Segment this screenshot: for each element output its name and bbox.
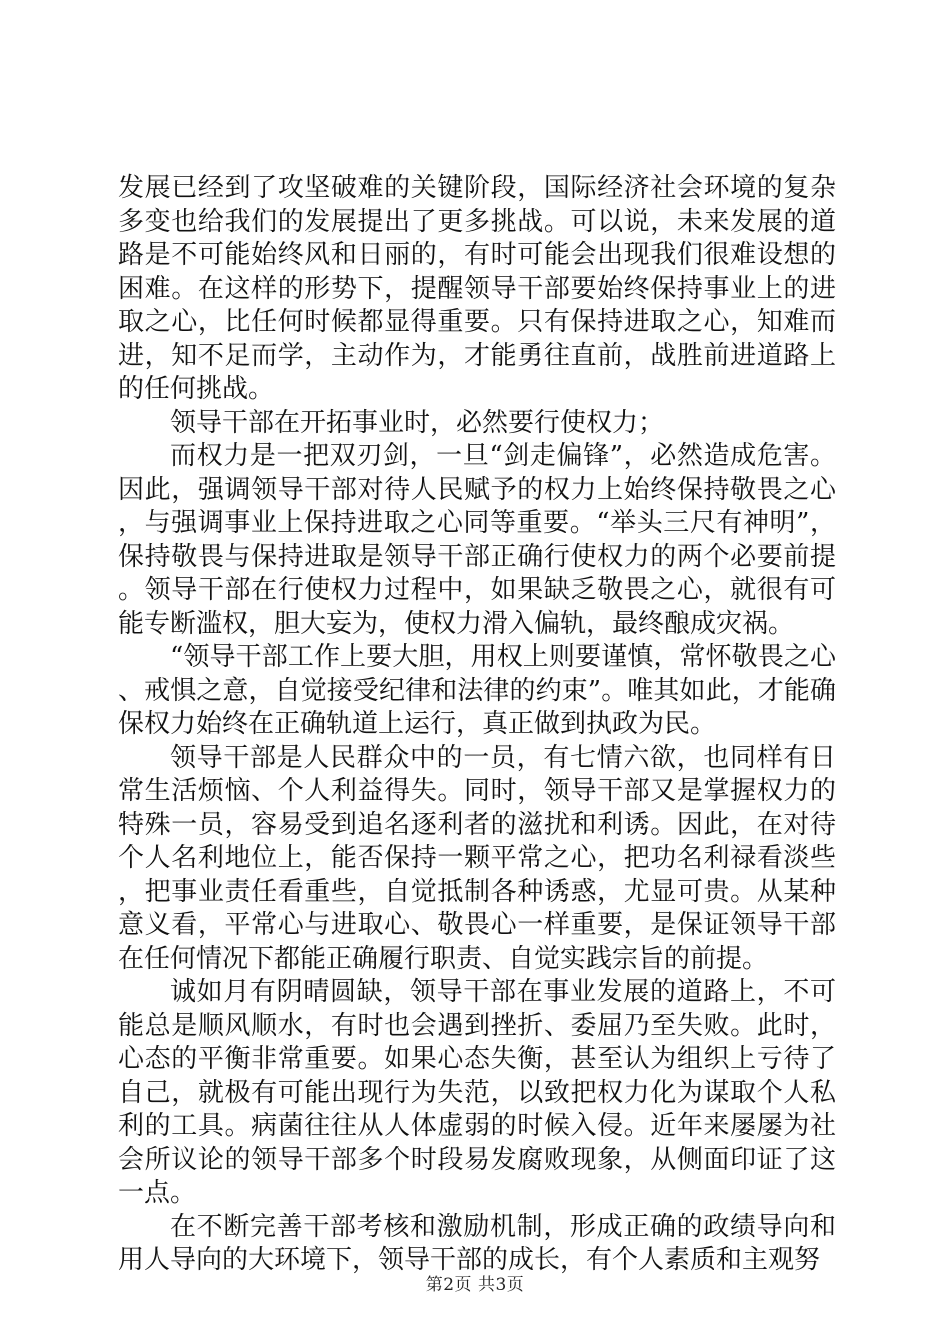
page-number-footer: 第2页 共3页: [425, 1275, 525, 1295]
paragraph-continuation: 发展已经到了攻坚破难的关键阶段，国际经济社会环境的复杂多变也给我们的发展提出了更多挑战。可以说，未来发展的道路是不可能始终风和日丽的，有时可能会出现我们很难设想的困难。在这样的形势下，提醒领导干部要始终保持事业上的进取之心，比任何时候都显得重要。只有保持进取之心，知难而进，知不足而学，主动作为，才能勇往直前，战胜前进道路上的任何挑战。: [118, 173, 836, 404]
document-body: [118, 172, 836, 1278]
paragraph-mental-balance: 诚如月有阴晴圆缺，领导干部在事业发展的道路上，不可能总是顺风顺水，有时也会遇到挫折、委屈乃至失败。此时，心态的平衡非常重要。如果心态失衡，甚至认为组织上亏待了自己，就极有可能出现行为失范，以致把权力化为谋取个人私利的工具。病菌往往从人体虚弱的时候入侵。近年来屡屡为社会所议论的领导干部多个时段易发腐败现象，从侧面印证了这一点。: [118, 977, 836, 1208]
paragraph-double-edged-sword: 而权力是一把双刃剑，一旦“剑走偏锋”，必然造成危害。因此，强调领导干部对待人民赋予的权力上始终保持敬畏之心，与强调事业上保持进取之心同等重要。“举头三尺有神明”，保持敬畏与保持进取是领导干部正确行使权力的两个必要前提。领导干部在行使权力过程中，如果缺乏敬畏之心，就很有可能专断滥权，胆大妄为，使权力滑入偏轨，最终酿成灾祸。: [118, 441, 836, 639]
paragraph-ordinary-mind: 领导干部是人民群众中的一员，有七情六欲，也同样有日常生活烦恼、个人利益得失。同时，领导干部又是掌握权力的特殊一员，容易受到追名逐利者的滋扰和利诱。因此，在对待个人名利地位上，能否保持一颗平常之心，把功名利禄看淡些，把事业责任看重些，自觉抵制各种诱惑，尤显可贵。从某种意义看，平常心与进取心、敬畏心一样重要，是保证领导干部在任何情况下都能正确履行职责、自觉实践宗旨的前提。: [118, 742, 836, 974]
paragraph-cadre-growth: 在不断完善干部考核和激励机制，形成正确的政绩导向和用人导向的大环境下，领导干部的成长，有个人素质和主观努: [118, 1211, 836, 1275]
paragraph-quote-caution: “领导干部工作上要大胆，用权上则要谨慎，常怀敬畏之心、戒惧之意，自觉接受纪律和法律的约束”。唯其如此，才能确保权力始终在正确轨道上运行，真正做到执政为民。: [118, 642, 836, 739]
paragraph-exercise-power: 领导干部在开拓事业时，必然要行使权力；: [170, 407, 665, 438]
